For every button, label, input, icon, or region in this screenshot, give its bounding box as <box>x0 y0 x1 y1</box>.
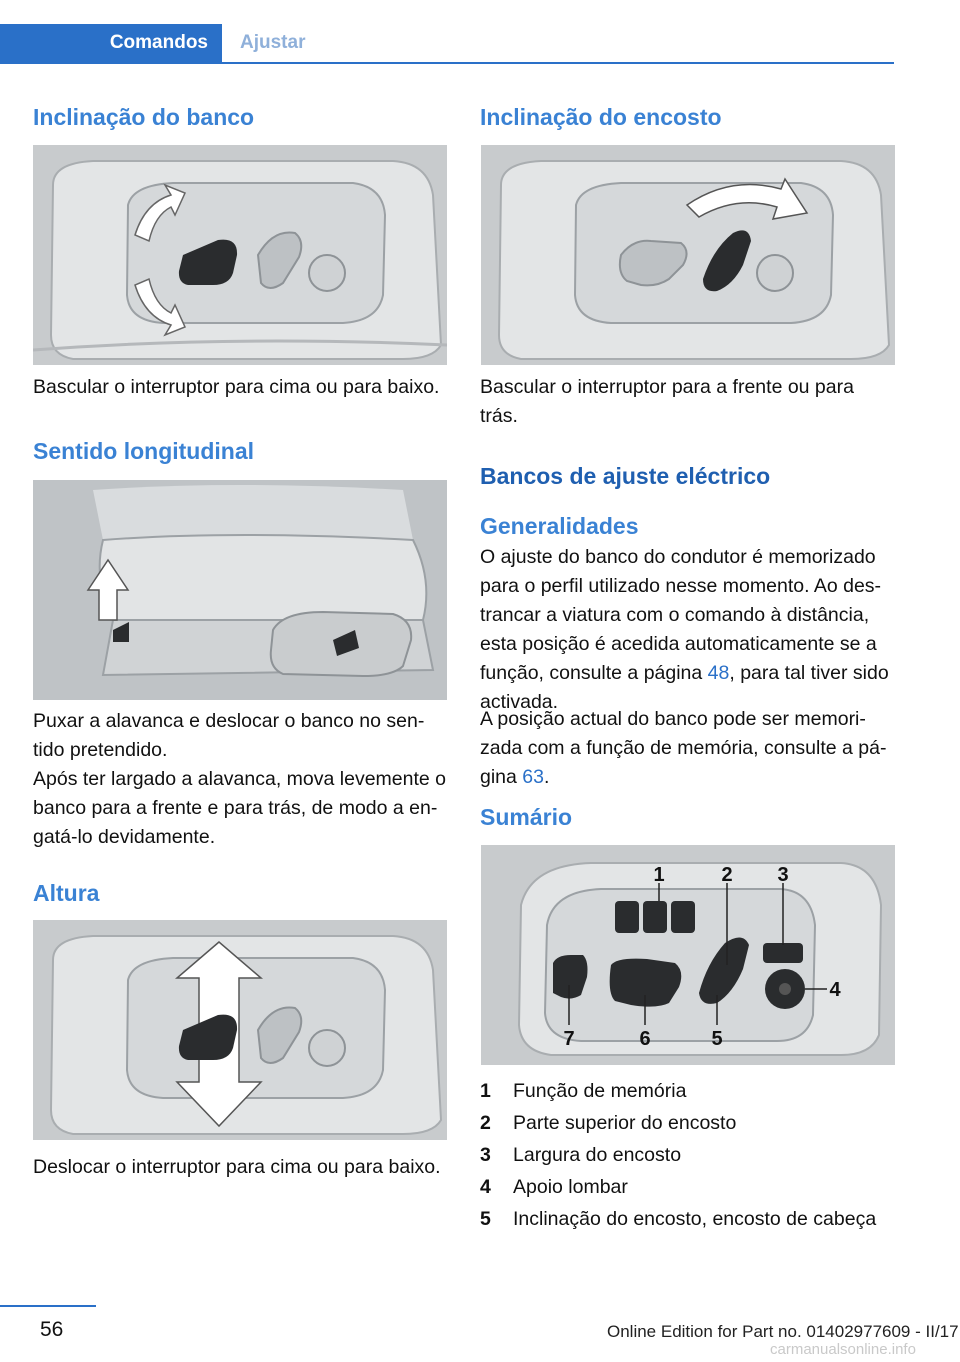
callout-3: 3 <box>777 864 789 886</box>
figure-seat-tilt <box>33 145 447 365</box>
page-number: 56 <box>40 1318 64 1341</box>
link-page-48[interactable]: 48 <box>707 662 730 684</box>
heading-sumario: Sumário <box>480 804 573 830</box>
callout-5: 5 <box>711 1028 723 1050</box>
callout-2: 2 <box>721 864 733 886</box>
watermark: carmanualsonline.info <box>770 1341 916 1358</box>
heading-altura: Altura <box>33 880 100 906</box>
figure-backrest-tilt <box>481 145 895 365</box>
figure-seat-height <box>33 920 447 1140</box>
heading-generalidades: Generalidades <box>480 513 639 539</box>
callout-1: 1 <box>653 864 665 886</box>
callout-6: 6 <box>639 1028 651 1050</box>
text-generalidades-2: A posição actual do banco pode ser memori-zada com a função de memória, consulte a pá-gina 63. <box>480 708 887 788</box>
edition-text: Online Edition for Part no. 01402977609 - II/17 <box>607 1322 959 1341</box>
text-generalidades-1: O ajuste do banco do condutor é memorizado para o perfil utilizado nesse momento. Ao des-trancar a viatura com o comando à distância, esta posição é acedida automaticamente se a função, consulte a página 48, para tal tiver sido activada. <box>480 546 889 713</box>
heading-sentido-longitudinal: Sentido longitudinal <box>33 438 255 464</box>
header-tabs <box>0 24 894 64</box>
text-inclinacao-encosto: Bascular o interruptor para a frente ou para trás. <box>480 376 854 427</box>
tab-ajustar[interactable]: Ajustar <box>240 32 306 53</box>
text-longitudinal-2: Após ter largado a alavanca, mova levemente o banco para a frente e para trás, de modo a en-gatá-lo devidamente. <box>33 768 446 848</box>
link-page-63[interactable]: 63 <box>522 766 544 788</box>
heading-inclinacao-encosto: Inclinação do encosto <box>480 104 722 130</box>
heading-bancos-ajuste-electrico: Bancos de ajuste eléctrico <box>480 463 771 489</box>
callout-7: 7 <box>563 1028 575 1050</box>
text-longitudinal-1: Puxar a alavanca e deslocar o banco no sen-tido pretendido. <box>33 710 425 761</box>
text-altura: Deslocar o interruptor para cima ou para baixo. <box>33 1156 441 1178</box>
figure-seat-controls-overview <box>481 845 895 1065</box>
tab-comandos[interactable]: Comandos <box>0 24 222 62</box>
footer-rule <box>0 1305 96 1307</box>
callout-4: 4 <box>829 979 841 1001</box>
heading-inclinacao-banco: Inclinação do banco <box>33 104 255 130</box>
figure-seat-longitudinal <box>33 480 447 700</box>
text-inclinacao-banco: Bascular o interruptor para cima ou para baixo. <box>33 376 440 398</box>
